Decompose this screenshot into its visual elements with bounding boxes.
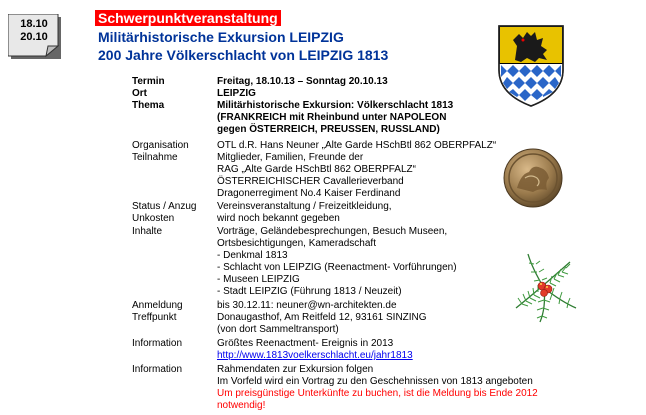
status-label: Status / Anzug [132,201,197,212]
calendar-icon [8,14,64,62]
treffpunkt-label: Treffpunkt [132,312,177,323]
treffpunkt-line-1: Donaugasthof, Am Reitfeld 12, 93161 SINZING [217,312,427,323]
unkosten-label: Unkosten [132,213,175,224]
organisation-value: OTL d.R. Hans Neuner „Alte Garde HSchBtl 862 OBERPFALZ“ [217,140,497,151]
calendar-date-start: 18.10 [20,18,48,30]
thema-label: Thema [132,100,165,111]
thema-line-2: (FRANKREICH mit Rheinbund unter NAPOLEON [217,112,447,123]
inhalte-item-2: - Schlacht von LEIPZIG (Reenactment- Vorführungen) [217,262,457,273]
anmeldung-value: bis 30.12.11: neuner@wn-architekten.de [217,300,397,311]
teilnahme-line-4: Dragonerregiment No.4 Kaiser Ferdinand [217,188,401,199]
teilnahme-label: Teilnahme [132,152,178,163]
information-2-label: Information [132,364,183,375]
inhalte-item-3: - Museen LEIPZIG [217,274,300,285]
inhalte-line-1: Vorträge, Geländebesprechungen, Besuch Museen, [217,226,448,237]
ort-label: Ort [132,88,147,99]
thema-line-3: gegen ÖSTERREICH, PREUSSEN, RUSSLAND) [217,124,440,135]
coat-of-arms-lion-icon [497,24,565,113]
termin-value: Freitag, 18.10.13 – Sonntag 20.10.13 [217,76,388,87]
anmeldung-label: Anmeldung [132,300,183,311]
fir-branch-icon [506,248,582,331]
treffpunkt-line-2: (von dort Sammeltransport) [217,324,339,335]
teilnahme-line-3: ÖSTERREICHISCHER Cavallerieverband [217,176,404,187]
highlight-banner: Schwerpunktveranstaltung [95,10,281,26]
ort-value: LEIPZIG [217,88,256,99]
page-title: Militärhistorische Exkursion LEIPZIG [98,29,344,45]
termin-label: Termin [132,76,165,87]
teilnahme-line-1: Mitglieder, Familien, Freunde der [217,152,364,163]
booking-warning-line-2: notwendig! [217,400,266,411]
inhalte-label: Inhalte [132,226,163,237]
teilnahme-line-2: RAG „Alte Garde HSchBtl 862 OBERPFALZ“ [217,164,416,175]
information-2-line-2: Im Vorfeld wird ein Vortrag zu den Geschehnissen von 1813 angeboten [217,376,533,387]
inhalte-item-1: - Denkmal 1813 [217,250,288,261]
inhalte-item-4: - Stadt LEIPZIG (Führung 1813 / Neuzeit) [217,286,402,297]
booking-warning-line-1: Um preisgünstige Unterkünfte zu buchen, ist die Meldung bis Ende 2012 [217,388,538,399]
information-1-line-1: Größtes Reenactment- Ereignis in 2013 [217,338,394,349]
bronze-medal-icon [503,148,563,213]
page-subtitle: 200 Jahre Völkerschlacht von LEIPZIG 1813 [98,47,389,63]
calendar-date-end: 20.10 [20,31,48,43]
unkosten-value: wird noch bekannt gegeben [217,213,340,224]
inhalte-line-2: Ortsbesichtigungen, Kameradschaft [217,238,376,249]
information-1-label: Information [132,338,183,349]
thema-line-1: Militärhistorische Exkursion: Völkerschlacht 1813 [217,100,454,111]
information-2-line-1: Rahmendaten zur Exkursion folgen [217,364,374,375]
status-value: Vereinsveranstaltung / Freizeitkleidung, [217,201,392,212]
reenactment-link[interactable]: http://www.1813voelkerschlacht.eu/jahr1813 [217,350,413,361]
organisation-label: Organisation [132,140,189,151]
